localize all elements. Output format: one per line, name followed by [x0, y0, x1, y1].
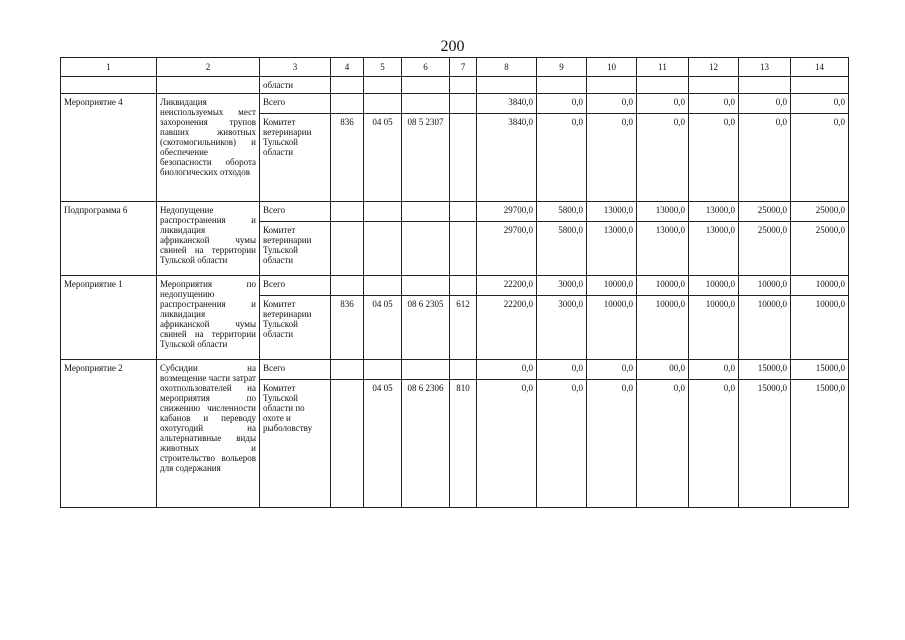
- value-cell: [450, 222, 477, 276]
- value-cell: 10000,0: [689, 296, 739, 360]
- value-cell: 0,0: [587, 380, 637, 508]
- table-row: [61, 94, 849, 114]
- value-cell: [450, 114, 477, 202]
- value-cell: 13000,0: [689, 222, 739, 276]
- header-row: [61, 58, 849, 77]
- row-description: Недопущение распространения и ликвидация африканской чумы свиней на территории Тульской области: [157, 202, 260, 276]
- row-description: Мероприятия по недопущению распространения и ликвидация африканской чумы свиней на территории Тульской области: [157, 276, 260, 360]
- value-cell: [331, 202, 364, 222]
- continuation-cell: области: [260, 77, 331, 94]
- value-cell: 0,0: [689, 114, 739, 202]
- value-cell: 08 6 2306: [402, 380, 450, 508]
- value-cell: 10000,0: [637, 296, 689, 360]
- table-row: [61, 276, 849, 296]
- value-cell: 836: [331, 114, 364, 202]
- value-cell: 0,0: [477, 360, 537, 380]
- col-header: 1: [61, 58, 157, 77]
- col-header: 10: [587, 58, 637, 77]
- row-name: Мероприятие 2: [61, 360, 157, 508]
- value-cell: [364, 94, 402, 114]
- value-cell: 22200,0: [477, 296, 537, 360]
- value-cell: [331, 360, 364, 380]
- col-header: 8: [477, 58, 537, 77]
- value-cell: 13000,0: [587, 202, 637, 222]
- value-cell: 10000,0: [791, 296, 849, 360]
- continuation-row: [61, 77, 849, 94]
- value-cell: 0,0: [537, 94, 587, 114]
- row-description: Субсидии на возмещение части затрат охотпользователей на мероприятия по снижению численности кабанов и переводу охотугодий на альтернативные виды животных и строительство вольеров для содержания: [157, 360, 260, 508]
- value-cell: [402, 94, 450, 114]
- value-cell: 25000,0: [791, 202, 849, 222]
- value-cell: 0,0: [739, 94, 791, 114]
- value-cell: 3840,0: [477, 114, 537, 202]
- col-header: 2: [157, 58, 260, 77]
- executor-cell: Всего: [260, 276, 331, 296]
- value-cell: [450, 276, 477, 296]
- value-cell: 25000,0: [791, 222, 849, 276]
- value-cell: 10000,0: [637, 276, 689, 296]
- value-cell: [364, 202, 402, 222]
- executor-cell: Комитет ветеринарии Тульской области: [260, 222, 331, 276]
- table-row: [61, 360, 849, 380]
- value-cell: 13000,0: [637, 202, 689, 222]
- value-cell: [402, 202, 450, 222]
- value-cell: 5800,0: [537, 222, 587, 276]
- value-cell: 0,0: [637, 380, 689, 508]
- value-cell: [450, 202, 477, 222]
- value-cell: [331, 94, 364, 114]
- value-cell: 0,0: [739, 114, 791, 202]
- value-cell: [364, 222, 402, 276]
- value-cell: [450, 94, 477, 114]
- col-header: 7: [450, 58, 477, 77]
- value-cell: 0,0: [477, 380, 537, 508]
- row-name: Подпрограмма 6: [61, 202, 157, 276]
- value-cell: 22200,0: [477, 276, 537, 296]
- value-cell: 25000,0: [739, 202, 791, 222]
- value-cell: 0,0: [537, 114, 587, 202]
- value-cell: 08 5 2307: [402, 114, 450, 202]
- value-cell: 0,0: [689, 360, 739, 380]
- value-cell: 00,0: [637, 360, 689, 380]
- value-cell: 5800,0: [537, 202, 587, 222]
- value-cell: [450, 360, 477, 380]
- col-header: 13: [739, 58, 791, 77]
- page-number: 200: [440, 38, 465, 55]
- value-cell: [364, 360, 402, 380]
- value-cell: 13000,0: [689, 202, 739, 222]
- col-header: 9: [537, 58, 587, 77]
- value-cell: 0,0: [637, 94, 689, 114]
- value-cell: 0,0: [537, 360, 587, 380]
- value-cell: 10000,0: [739, 276, 791, 296]
- value-cell: 10000,0: [587, 296, 637, 360]
- col-header: 14: [791, 58, 849, 77]
- executor-cell: Всего: [260, 94, 331, 114]
- executor-cell: Всего: [260, 360, 331, 380]
- value-cell: 04 05: [364, 380, 402, 508]
- value-cell: 13000,0: [587, 222, 637, 276]
- value-cell: [402, 276, 450, 296]
- value-cell: 0,0: [689, 380, 739, 508]
- value-cell: 0,0: [587, 114, 637, 202]
- value-cell: 15000,0: [739, 380, 791, 508]
- col-header: 12: [689, 58, 739, 77]
- col-header: 3: [260, 58, 331, 77]
- value-cell: 10000,0: [739, 296, 791, 360]
- value-cell: 29700,0: [477, 222, 537, 276]
- value-cell: 612: [450, 296, 477, 360]
- value-cell: 29700,0: [477, 202, 537, 222]
- table-row: [61, 202, 849, 222]
- value-cell: 15000,0: [791, 380, 849, 508]
- value-cell: [331, 380, 364, 508]
- value-cell: 3840,0: [477, 94, 537, 114]
- value-cell: 04 05: [364, 296, 402, 360]
- executor-cell: Комитет ветеринарии Тульской области: [260, 296, 331, 360]
- value-cell: 10000,0: [587, 276, 637, 296]
- value-cell: 0,0: [791, 94, 849, 114]
- value-cell: 15000,0: [791, 360, 849, 380]
- value-cell: 0,0: [689, 94, 739, 114]
- value-cell: 0,0: [587, 94, 637, 114]
- value-cell: 810: [450, 380, 477, 508]
- value-cell: 0,0: [587, 360, 637, 380]
- col-header: 4: [331, 58, 364, 77]
- value-cell: 836: [331, 296, 364, 360]
- value-cell: 25000,0: [739, 222, 791, 276]
- budget-table: [60, 57, 849, 508]
- value-cell: 0,0: [537, 380, 587, 508]
- value-cell: 0,0: [791, 114, 849, 202]
- value-cell: [331, 276, 364, 296]
- value-cell: 3000,0: [537, 276, 587, 296]
- executor-cell: Комитет ветеринарии Тульской области: [260, 114, 331, 202]
- value-cell: 10000,0: [791, 276, 849, 296]
- col-header: 5: [364, 58, 402, 77]
- value-cell: [402, 222, 450, 276]
- executor-cell: Комитет Тульской области по охоте и рыболовству: [260, 380, 331, 508]
- value-cell: 3000,0: [537, 296, 587, 360]
- value-cell: 04 05: [364, 114, 402, 202]
- row-name: Мероприятие 1: [61, 276, 157, 360]
- value-cell: 08 6 2305: [402, 296, 450, 360]
- value-cell: 0,0: [637, 114, 689, 202]
- col-header: 6: [402, 58, 450, 77]
- value-cell: [331, 222, 364, 276]
- col-header: 11: [637, 58, 689, 77]
- value-cell: [364, 276, 402, 296]
- row-description: Ликвидация неиспользуемых мест захоронения трупов павших животных (скотомогильников) и обеспечение безопасности оборота биологических отходов: [157, 94, 260, 202]
- value-cell: 15000,0: [739, 360, 791, 380]
- value-cell: 10000,0: [689, 276, 739, 296]
- executor-cell: Всего: [260, 202, 331, 222]
- value-cell: [402, 360, 450, 380]
- value-cell: 13000,0: [637, 222, 689, 276]
- row-name: Мероприятие 4: [61, 94, 157, 202]
